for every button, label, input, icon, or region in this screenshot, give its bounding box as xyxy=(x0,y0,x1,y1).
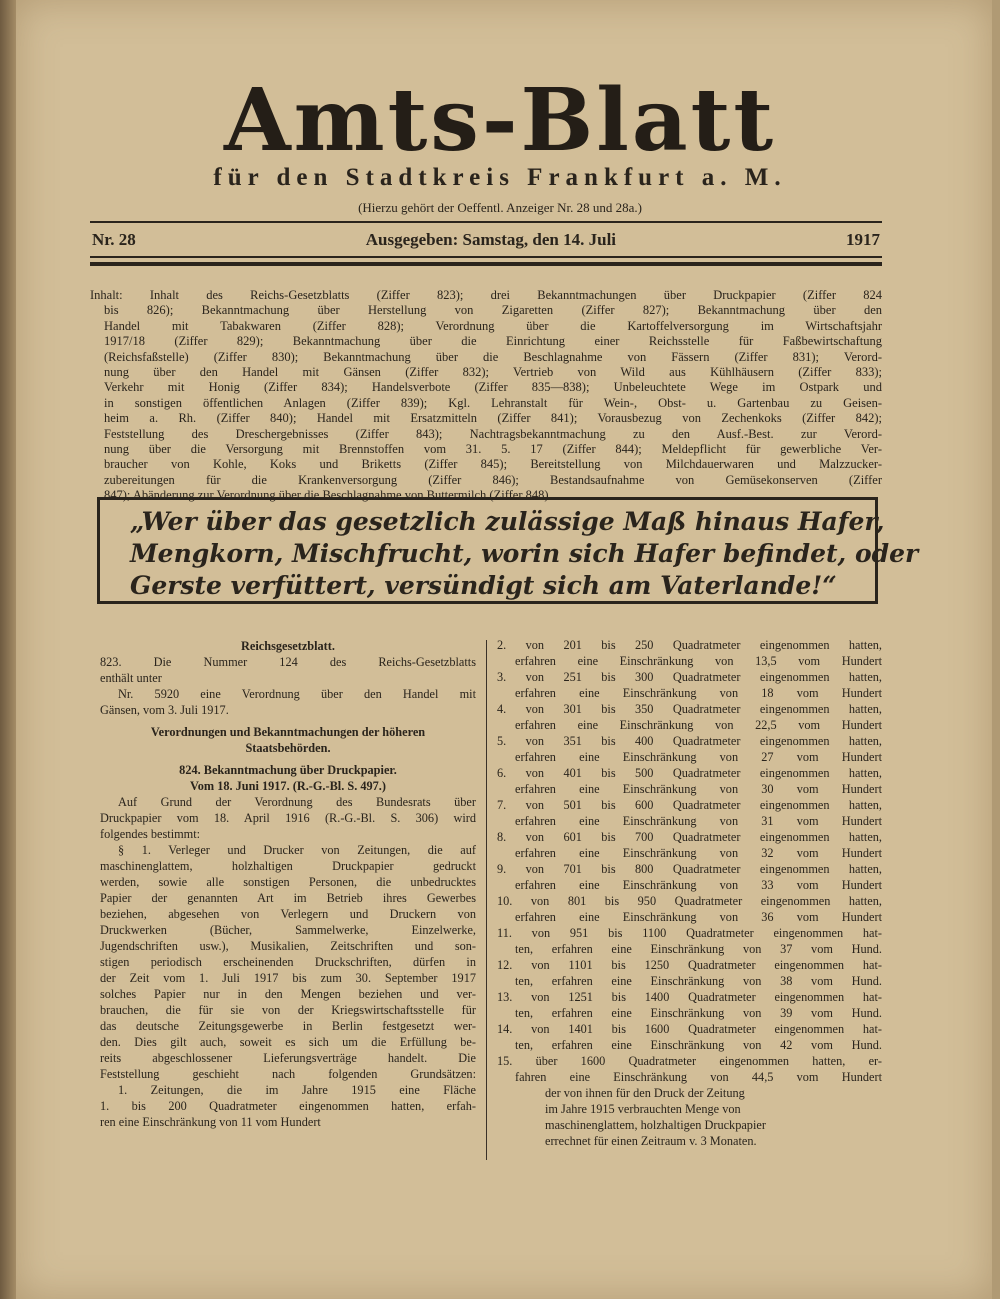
text-line: erfahren eine Einschränkung von 30 vom Hundert xyxy=(515,782,882,796)
masthead-subtitle: für den Stadtkreis Frankfurt a. M. xyxy=(213,164,787,191)
text-line: 8. von 601 bis 700 Quadratmeter eingenommen hatten, xyxy=(497,830,882,844)
text-line: 823. Die Nummer 124 des Reichs-Gesetzblatts xyxy=(100,655,476,669)
table-of-contents xyxy=(90,288,882,503)
text-line: ten, erfahren eine Einschränkung von 37 vom Hund. xyxy=(515,942,882,956)
text-line: ten, erfahren eine Einschränkung von 38 vom Hund. xyxy=(515,974,882,988)
text-line: erfahren eine Einschränkung von 33 vom Hundert xyxy=(515,878,882,892)
text-line: werden, sowie alle sonstigen Personen, die unbedrucktes xyxy=(100,875,476,889)
text-line: Staatsbehörden. xyxy=(245,741,331,755)
text-line: Druckpapier vom 18. April 1916 (R.-G.-Bl. S. 306) wird xyxy=(100,811,476,825)
text-line: der Zeit vom 1. Juli 1917 bis zum 30. September 1917 xyxy=(100,971,476,985)
text-line: der von ihnen für den Druck der Zeitung xyxy=(545,1086,745,1100)
text-line: den. Dies gilt auch, soweit es sich um die Erfüllung be- xyxy=(100,1035,476,1049)
text-line: Feststellung geschieht nach folgenden Grundsätzen: xyxy=(100,1067,476,1081)
text-line: 7. von 501 bis 600 Quadratmeter eingenommen hatten, xyxy=(497,798,882,812)
text-line: Inhalt: Inhalt des Reichs-Gesetzblatts (Ziffer 823); drei Bekanntmachungen über Druckpapier (Ziffer 824 xyxy=(90,288,882,302)
text-line: Mengkorn, Mischfrucht, worin sich Hafer befindet, oder xyxy=(130,539,919,568)
issue-number: Nr. 28 xyxy=(92,230,136,249)
text-line: Nr. 5920 eine Verordnung über den Handel mit xyxy=(118,687,476,701)
text-line: Gänsen, vom 3. Juli 1917. xyxy=(100,703,229,717)
text-line: Papier der genannten Art im Betrieb ihres Gewerbes xyxy=(100,891,476,905)
quote-box xyxy=(97,497,919,604)
text-line: erfahren eine Einschränkung von 13,5 vom Hundert xyxy=(515,654,882,668)
text-line: stigen periodisch erscheinenden Druckschriften, dürfen in xyxy=(100,955,476,969)
masthead-title: Amts-Blatt xyxy=(223,70,777,171)
text-line: das deutsche Zeitungsgewerbe in Berlin festgesetzt wer- xyxy=(100,1019,476,1033)
column-divider xyxy=(486,640,487,1160)
text-line: 11. von 951 bis 1100 Quadratmeter eingenommen hat- xyxy=(497,926,882,940)
text-line: 824. Bekanntmachung über Druckpapier. xyxy=(179,763,397,777)
left-column xyxy=(100,638,476,1130)
text-line: nung über den Handel mit Gänsen (Ziffer 832); Vertrieb von Wild aus Kühlhäusern (Ziffer 833); xyxy=(104,364,882,379)
text-line: ten, erfahren eine Einschränkung von 42 vom Hund. xyxy=(515,1038,882,1052)
text-line: braucher von Kohle, Koks und Briketts (Ziffer 845); Bereitstellung von Milchdauerwaren und Malzzucker- xyxy=(104,457,882,472)
text-line: Gerste verfüttert, versündigt sich am Vaterlande!“ xyxy=(130,571,837,600)
text-line: 1. bis 200 Quadratmeter eingenommen hatten, erfah- xyxy=(100,1099,476,1113)
text-line: 847); Abänderung zur Verordnung über die Beschlagnahme von Buttermilch (Ziffer 848). xyxy=(104,488,552,503)
text-line: ten, erfahren eine Einschränkung von 39 vom Hund. xyxy=(515,1006,882,1020)
text-line: 6. von 401 bis 500 Quadratmeter eingenommen hatten, xyxy=(497,766,882,780)
text-line: Handel mit Tabakwaren (Ziffer 828); Verordnung über die Kartoffelversorgung im Wirtschaftsjahr xyxy=(104,318,882,333)
text-line: (Reichsfaßstelle) (Ziffer 830); Bekanntmachung über die Beschlagnahme von Fässern (Ziffer 831); Verord- xyxy=(104,349,882,364)
text-line: Druckwerken (Bücher, Sammelwerke, Einzelwerke, xyxy=(100,923,476,937)
text-line: erfahren eine Einschränkung von 18 vom Hundert xyxy=(515,686,882,700)
rule xyxy=(90,262,882,266)
text-line: erfahren eine Einschränkung von 32 vom Hundert xyxy=(515,846,882,860)
text-line: ren eine Einschränkung von 11 vom Hundert xyxy=(100,1115,321,1129)
rule xyxy=(90,256,882,258)
text-line: 12. von 1101 bis 1250 Quadratmeter eingenommen hat- xyxy=(497,958,882,972)
text-line: Jugendschriften usw.), Musikalien, Zeitschriften und son- xyxy=(100,939,476,953)
text-line: 15. über 1600 Quadratmeter eingenommen hatten, er- xyxy=(497,1054,882,1068)
rule xyxy=(90,221,882,223)
text-line: 4. von 301 bis 350 Quadratmeter eingenommen hatten, xyxy=(497,702,882,716)
text-line: maschinenglattem, holzhaltigen Druckpapier gedruckt xyxy=(100,859,476,873)
text-line: fahren eine Einschränkung von 44,5 vom Hundert xyxy=(515,1070,882,1084)
text-line: beziehen, abgesehen von Verlegern und Druckern von xyxy=(100,907,476,921)
text-line: erfahren eine Einschränkung von 31 vom Hundert xyxy=(515,814,882,828)
text-line: reits abgeschlossener Lieferungsverträge handelt. Die xyxy=(100,1051,476,1065)
text-line: bis 826); Bekanntmachung über Herstellung von Zigaretten (Ziffer 827); Bekanntmachung über den xyxy=(104,303,882,318)
text-line: 1. Zeitungen, die im Jahre 1915 eine Fläche xyxy=(118,1083,476,1097)
text-line: Verkehr mit Honig (Ziffer 834); Handelsverbote (Ziffer 835—838); Unbeleuchtete Wege im Ostpark und xyxy=(104,380,882,395)
text-line: Vom 18. Juni 1917. (R.-G.-Bl. S. 497.) xyxy=(190,779,386,793)
text-line: 9. von 701 bis 800 Quadratmeter eingenommen hatten, xyxy=(497,862,882,876)
text-line: 13. von 1251 bis 1400 Quadratmeter eingenommen hat- xyxy=(497,990,882,1004)
text-line: Reichsgesetzblatt. xyxy=(241,639,335,653)
issue-line xyxy=(92,230,880,250)
text-line: heim a. Rh. (Ziffer 840); Handel mit Ersatzmitteln (Ziffer 841); Vorausbezug von Zechenkoks (Ziffer 842); xyxy=(104,411,882,426)
text-line: 1917/18 (Ziffer 829); Bekanntmachung über die Einrichtung einer Reichsstelle für Faßbewirtschaftung xyxy=(104,334,882,349)
right-column xyxy=(497,637,882,1149)
text-line: 3. von 251 bis 300 Quadratmeter eingenommen hatten, xyxy=(497,670,882,684)
text-line: Auf Grund der Verordnung des Bundesrats über xyxy=(118,795,476,809)
text-line: maschinenglattem, holzhaltigen Druckpapier xyxy=(545,1118,766,1132)
issue-date: Ausgegeben: Samstag, den 14. Juli xyxy=(365,230,617,249)
text-line: nung über die Versorgung mit Brennstoffen vom 31. 5. 17 (Ziffer 844); Meldepflicht für gewerbliche Ver- xyxy=(104,441,882,456)
text-line: Verordnungen und Bekanntmachungen der höheren xyxy=(150,725,426,739)
text-line: „Wer über das gesetzlich zulässige Maß hinaus Hafer, xyxy=(130,507,885,536)
text-line: brauchen, die für sie von der Kriegswirtschaftsstelle für xyxy=(100,1003,476,1017)
text-line: in sonstigen öffentlichen Anlagen (Ziffer 839); Kgl. Lehranstalt für Wein-, Obst- u. Gartenbau zu Geisen- xyxy=(104,395,882,410)
text-line: 14. von 1401 bis 1600 Quadratmeter eingenommen hat- xyxy=(497,1022,882,1036)
text-line: enthält unter xyxy=(100,671,162,685)
text-line: zubereitungen für die Krankenversorgung (Ziffer 846); Bestandsaufnahme von Gemüsekonserven (Ziffer xyxy=(104,472,882,487)
text-line: folgendes bestimmt: xyxy=(100,827,201,841)
masthead-note: (Hierzu gehört der Oeffentl. Anzeiger Nr. 28 und 28a.) xyxy=(358,200,642,215)
text-line: 10. von 801 bis 950 Quadratmeter eingenommen hatten, xyxy=(497,894,882,908)
text-line: solches Papier nur in den Mengen beziehen und ver- xyxy=(100,987,476,1001)
text-line: erfahren eine Einschränkung von 27 vom Hundert xyxy=(515,750,882,764)
text-line: im Jahre 1915 verbrauchten Menge von xyxy=(545,1102,741,1116)
text-line: 2. von 201 bis 250 Quadratmeter eingenommen hatten, xyxy=(497,638,882,652)
text-line: errechnet für einen Zeitraum v. 3 Monaten. xyxy=(545,1134,757,1148)
issue-year: 1917 xyxy=(845,230,880,249)
text-line: § 1. Verleger und Drucker von Zeitungen, die auf xyxy=(118,843,476,857)
book-binding xyxy=(0,0,16,1299)
text-line: Feststellung des Dreschergebnisses (Ziffer 843); Nachtragsbekanntmachung zu den Ausf.-Best. zur Verord- xyxy=(104,426,882,441)
text-line: erfahren eine Einschränkung von 36 vom Hundert xyxy=(515,910,882,924)
text-line: 5. von 351 bis 400 Quadratmeter eingenommen hatten, xyxy=(497,734,882,748)
text-line: erfahren eine Einschränkung von 22,5 vom Hundert xyxy=(515,718,882,732)
